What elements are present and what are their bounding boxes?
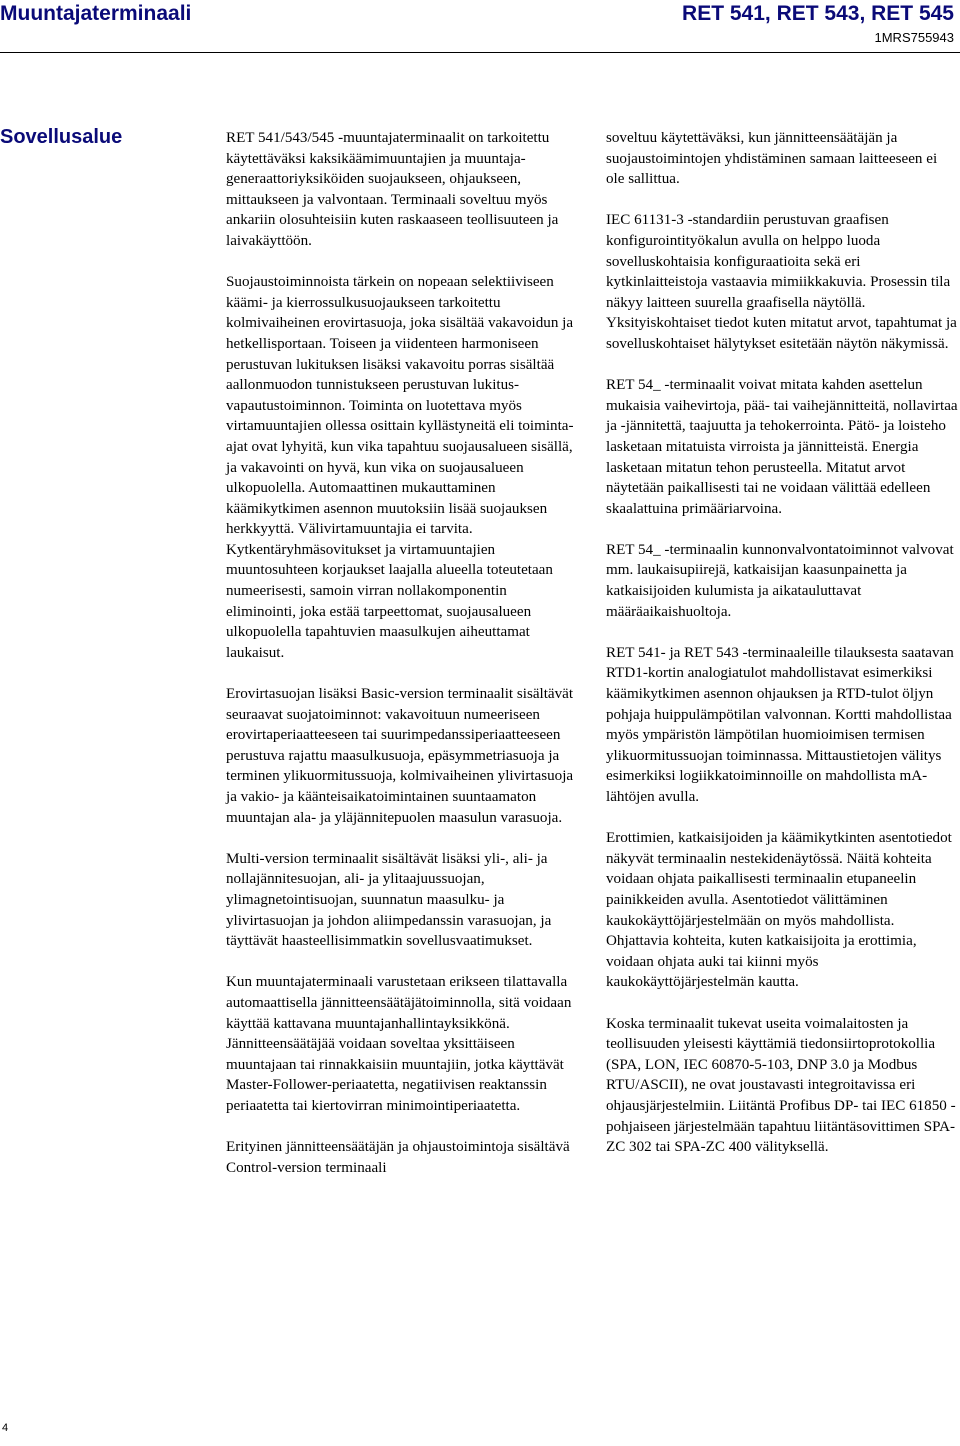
text-column-left (226, 128, 578, 1199)
text-column-right (606, 128, 958, 1178)
page-number: 4 (2, 1422, 9, 1434)
paragraph: RET 54_ -terminaalin kunnonvalvontatoiminnot valvovat mm. laukaisupiirejä, katkaisijan kaasunpainetta ja katkaisijoiden kulumista ja aikatauluttavat määräaikaishuoltoja. (606, 541, 954, 620)
paragraph: Koska terminaalit tukevat useita voimalaitosten ja teollisuuden yleisesti käyttämiä tiedonsiirtoprotokollia (SPA, LON, IEC 60870-5-103, DNP 3.0 ja Modbus RTU/ASCII), ne ovat joustavasti integroitavissa eri ohjausjärjestelmiin. Liitäntä Profibus DP- tai IEC 61850 -pohjaiseen järjestelmään tapahtuu liitäntäsovittimen SPA-ZC 302 tai SPA-ZC 400 välityksellä. (606, 1015, 956, 1156)
section-heading: Sovellusalue (0, 126, 123, 148)
paragraph: Kun muuntajaterminaali varustetaan erikseen tilattavalla automaattisella jännitteensäätäjätoiminnolla, sitä voidaan käyttää kattavana muuntajanhallintayksikkönä. Jännitteensäätäjää voidaan soveltaa yksittäiseen muuntajaan tai rinnakkaisiin muuntajiin, jotka käyttävät Master-Follower-periaatetta, negatiivisen reaktanssin periaatetta tai kiertovirran minimointiperiaatetta. (226, 974, 572, 1114)
document-title: Muuntajaterminaali (0, 2, 192, 25)
document-code: 1MRS755943 (874, 30, 954, 45)
paragraph: Erityinen jännitteensäätäjän ja ohjaustoimintoja sisältävä Control-version terminaali (226, 1139, 570, 1176)
paragraph: RET 541/543/545 -muuntajaterminaalit on tarkoitettu käytettäväksi kaksikäämimuuntajien ja muuntaja-generaattoriyksiköiden suojaukseen, ohjaukseen, mittaukseen ja valvontaan. Terminaali soveltuu myös ankariin olosuhteisiin kuten raskaaseen teollisuuteen ja laivakäyttöön. (226, 130, 559, 249)
paragraph: soveltuu käytettäväksi, kun jännitteensäätäjän ja suojaustoimintojen yhdistäminen samaan laitteeseen ei ole sallittua. (606, 130, 938, 188)
paragraph: Multi-version terminaalit sisältävät lisäksi yli-, ali- ja nollajännitesuojan, ali- ja ylitaajuussuojan, ylimagnetointisuojan, suunnatun maasulku- ja ylivirtasuojan ja johdon aliimpedanssin varasuojan, ja täyttävät haasteellisimmatkin sovellusvaatimukset. (226, 850, 552, 950)
product-title: RET 541, RET 543, RET 545 (682, 2, 954, 25)
paragraph: Erottimien, katkaisijoiden ja käämikytkinten asentotiedot näkyvät terminaalin nestekidenäytössä. Näitä kohteita voidaan ohjata paikallisesti terminaalin etupaneelin painikkeiden avulla. Asentotiedot välittäminen kaukokäyttöjärjestelmään on myös mahdollista. Ohjattavia kohteita, kuten katkaisijoita ja erottimia, voidaan ohjata auki tai kiinni myös kaukokäyttöjärjestelmän kautta. (606, 830, 952, 991)
header-divider (0, 52, 960, 53)
paragraph: Erovirtasuojan lisäksi Basic-version terminaalit sisältävät seuraavat suojatoiminnot: vakavoituun numeeriseen erovirtaperiaatteeseen tai suurimpedanssiperiaatteeseen perustuva rajattu maasulkusuoja, epäsymmetriasuoja ja terminen ylikuormitussuoja, kolmivaiheinen ylivirtasuoja ja vakio- ja käänteisaikatoimintainen suuntaamaton muuntajan ala- ja yläjännitepuolen maasulun varasuoja. (226, 686, 574, 826)
paragraph: RET 541- ja RET 543 -terminaaleille tilauksesta saatavan RTD1-kortin analogiatulot mahdollistavat esimerkiksi käämikytkimen asennon ohjauksen ja RTD-tulot öljyn pohjaja huippulämpötilan valvonnan. Kortti mahdollistaa myös ympäristön lämpötilan huomioimisen termisen ylikuormitussuojan toiminnassa. Mittaustietojen välitys esimerkiksi logiikkatoiminnoille on mahdollista mA-lähtöjen avulla. (606, 644, 954, 805)
paragraph: Suojaustoiminnoista tärkein on nopeaan selektiiviseen käämi- ja kierrossulkusuojaukseen tarkoitettu kolmivaiheinen erovirtasuoja, joka sisältää vakavoidun ja hetkellisportaan. Toiseen ja viidenteen harmoniseen perustuvan lukituksen lisäksi vakavoitu porras sisältää aallonmuodon tunnistukseen perustuvan lukitus-vapautustoiminnon. Toiminta on luotettava myös virtamuuntajien ollessa osittain kyllästyneitä eli toiminta-ajat ovat lyhyitä, kun vika tapahtuu suojausalueen sisällä, ja vakavointi on hyvä, kun vika on suojausalueen ulkopuolella. Automaattinen mukauttaminen käämikytkimen asennon muutoksiin lisää suojauksen herkkyyttä. Välivirtamuuntajia ei tarvita. Kytkentäryhmäsovitukset ja virtamuuntajien muuntosuhteen korjaukset laajalla alueella toteutetaan numeerisesti, samoin virran nollakomponentin eliminointi, joka estää tarpeettomat, suojausalueen ulkopuolella tapahtuvien maasulkujen aiheuttamat laukaisut. (226, 274, 574, 661)
paragraph: RET 54_ -terminaalit voivat mitata kahden asettelun mukaisia vaihevirtoja, pää- tai vaihejännitteitä, nollavirtaa ja -jännitettä, taajuutta ja tehokerrointa. Pätö- ja loisteho lasketaan mitatuista virroista ja jännitteistä. Energia lasketaan mitatun tehon perusteella. Mitatut arvot näytetään paikallisesti tai ne voidaan välittää edelleen skaalattuina primääriarvoina. (606, 377, 958, 517)
paragraph: IEC 61131-3 -standardiin perustuvan graafisen konfigurointityökalun avulla on helppo luoda sovelluskohtaisia konfiguraatioita sekä eri kytkinlaitteistoja vastaavia mimiikkakuvia. Prosessin tila näkyy laitteen suurella graafisella näytöllä. Yksityiskohtaiset tiedot kuten mitatut arvot, tapahtumat ja sovelluskohtaiset hälytykset esitetään näytön näkymissä. (606, 212, 957, 352)
